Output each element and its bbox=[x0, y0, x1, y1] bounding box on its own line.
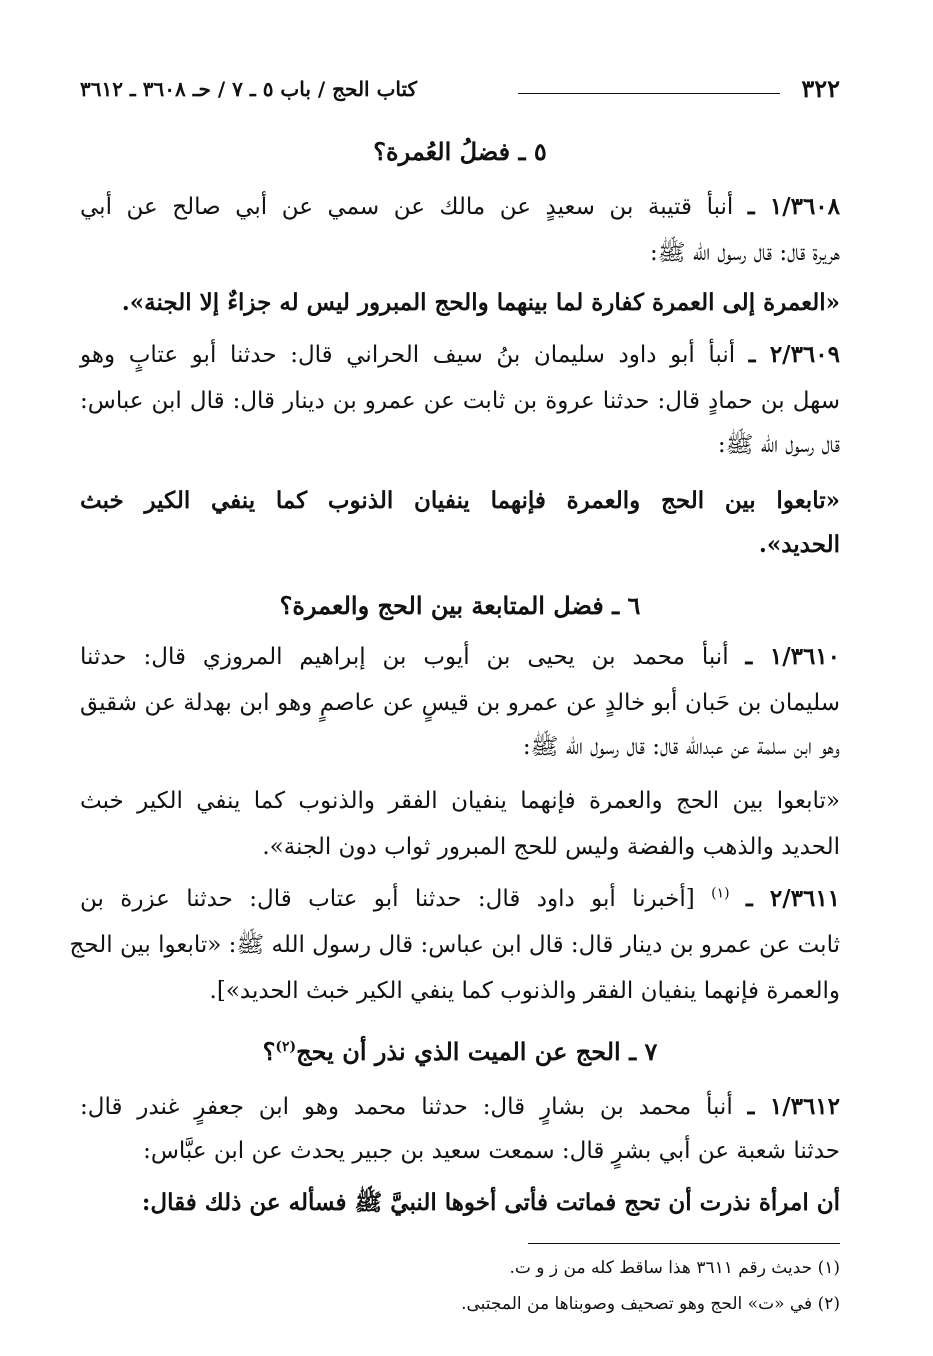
hadith-matn: «العمرة إلى العمرة كفارة لما بينهما والحج المبرور ليس له جزاءٌ إلا الجنة». bbox=[121, 289, 840, 316]
footnote-rule bbox=[528, 1243, 840, 1244]
hadith-line: ٢/٣٦١١ ـ $^{(١)}$ [أخبرنا أبو داود قال: حدثنا أبو عتاب قال: حدثنا عزرة بن bbox=[80, 885, 841, 912]
footnote-mark: (٢) bbox=[817, 1294, 840, 1314]
hadith-line: قال رسول الله ﷺ: bbox=[717, 432, 840, 458]
section-heading: ٥ ـ فضلُ العُمرة؟ bbox=[373, 137, 547, 166]
hadith-line: ثابت عن عمرو بن دينار قال: قال ابن عباس: قال رسول الله ﷺ: «تابعوا بين الحج bbox=[69, 932, 840, 958]
hadith-line: ٢/٣٦٠٩ ـ أنبأ أبو داود سليمان بنُ سيف الحراني قال: حدثنا أبو عتابٍ وهو bbox=[80, 341, 840, 368]
hadith-matn: «تابعوا بين الحج والعمرة فإنهما ينفيان الذنوب كما ينفي الكير خبث bbox=[80, 487, 840, 514]
header-rule bbox=[518, 93, 780, 94]
hadith-line: ١/٣٦١٢ ـ أنبأ محمد بن بشارٍ قال: حدثنا محمد وهو ابن جعفرٍ غندر قال: bbox=[80, 1093, 841, 1120]
hadith-number: ٢/٣٦١١ ـ bbox=[746, 885, 841, 912]
hadith-matn: «تابعوا بين الحج والعمرة فإنهما ينفيان الفقر والذنوب كما ينفي الكير خبث bbox=[80, 788, 840, 814]
section-heading: ٧ ـ الحج عن الميت الذي نذر أن يحج$^{(٢)}$؟ bbox=[262, 1037, 658, 1066]
footnote-ref: (١) bbox=[711, 885, 730, 902]
running-head bbox=[80, 74, 840, 104]
footnote-ref: (٢) bbox=[275, 1039, 297, 1055]
footnote: (١) حديث رقم ٣٦١١ هذا ساقط كله من ز و ت. bbox=[509, 1258, 840, 1278]
hadith-number: ١/٣٦١٢ ـ bbox=[747, 1093, 841, 1120]
hadith-line: وهو ابن سلمة عن عبدالله قال: قال رسول الله ﷺ: bbox=[522, 734, 840, 760]
hadith-line: ١/٣٦١٠ ـ أنبأ محمد بن يحيى بن أيوب بن إبراهيم المروزي قال: حدثنا bbox=[80, 643, 841, 670]
running-head-title: كتاب الحج / باب ٥ ـ ٧ / حـ ٣٦٠٨ ـ ٣٦١٢ bbox=[80, 77, 418, 101]
hadith-line: أن امرأة نذرت أن تحج فماتت فأتى أخوها النبيَّ ﷺ فسأله عن ذلك فقال: bbox=[141, 1189, 840, 1216]
footnote-mark: (١) bbox=[817, 1258, 840, 1278]
hadith-matn: الحديد والذهب والفضة وليس للحج المبرور ثواب دون الجنة». bbox=[262, 834, 840, 860]
hadith-matn: الحديد». bbox=[758, 531, 840, 558]
hadith-line: سهل بن حمادٍ قال: حدثنا عروة بن ثابت عن عمرو بن دينار قال: قال ابن عباس: bbox=[80, 388, 840, 414]
hadith-line: سليمان بن حَبان أبو خالدٍ عن عمرو بن قيسٍ عن عاصمٍ وهو ابن بهدلة عن شقيق bbox=[80, 690, 840, 716]
footnote: (٢) في «ت» الحج وهو تصحيف وصوبناها من المجتبى. bbox=[461, 1294, 840, 1314]
hadith-number: ١/٣٦١٠ ـ bbox=[745, 643, 841, 670]
hadith-line: ١/٣٦٠٨ ـ أنبأ قتيبة بن سعيدٍ عن مالك عن سمي عن أبي صالح عن أبي bbox=[80, 193, 841, 220]
hadith-line: والعمرة فإنهما ينفيان الفقر والذنوب كما ينفي الكير خبث الحديد»]. bbox=[209, 978, 840, 1004]
hadith-line: هريرة قال: قال رسول الله ﷺ: bbox=[650, 240, 840, 266]
hadith-line: حدثنا شعبة عن أبي بشرٍ قال: سمعت سعيد بن جبير يحدث عن ابن عبَّاس: bbox=[143, 1138, 840, 1164]
hadith-number: ٢/٣٦٠٩ ـ bbox=[748, 341, 840, 368]
hadith-number: ١/٣٦٠٨ ـ bbox=[747, 193, 841, 220]
page-number: ٣٢٢ bbox=[801, 74, 840, 103]
section-heading: ٦ ـ فضل المتابعة بين الحج والعمرة؟ bbox=[279, 591, 641, 620]
